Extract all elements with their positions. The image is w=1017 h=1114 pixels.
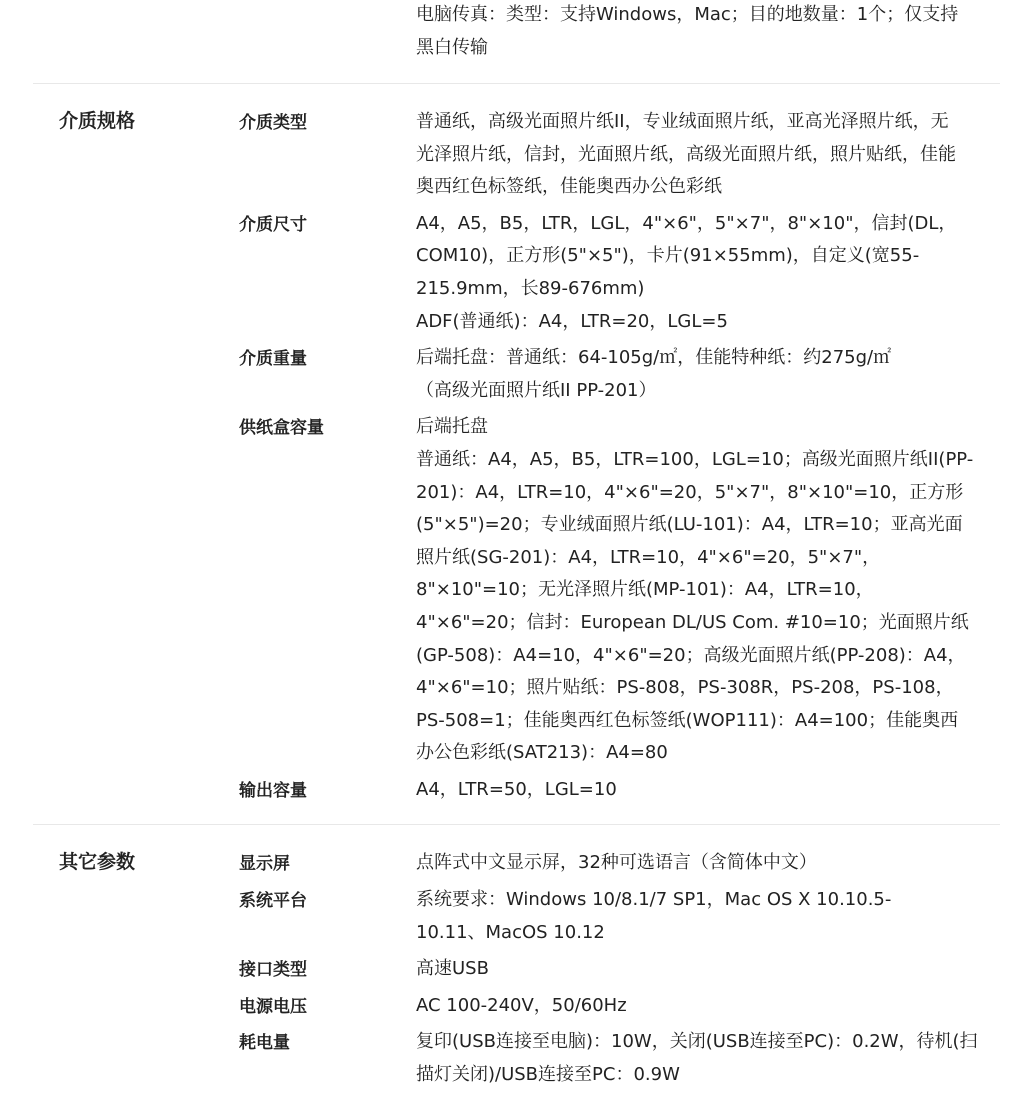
spec-value	[416, 1026, 976, 1091]
fax-spec-value	[416, 0, 976, 64]
spec-label: 介质类型	[239, 113, 307, 133]
spec-value-line: 奥西红色标签纸，佳能奥西办公色彩纸	[416, 176, 722, 198]
spec-section-other	[33, 825, 1000, 1091]
spec-value-line: 系统要求：Windows 10/8.1/7 SP1，Mac OS X 10.10.5-	[416, 889, 892, 911]
spec-value-line: 办公色彩纸(SAT213)：A4=80	[416, 742, 668, 764]
spec-label: 接口类型	[239, 960, 307, 981]
spec-value	[416, 953, 976, 986]
spec-value-line: 10.11、MacOS 10.12	[416, 921, 605, 943]
spec-value-line: AC 100-240V，50/60Hz	[416, 994, 627, 1016]
spec-value-line: 后端托盘：普通纸：64-105g/㎡，佳能特种纸：约275g/㎡	[416, 347, 892, 369]
spec-value-line: COM10)，正方形(5"×5")，卡片(91×55mm)，自定义(宽55-	[416, 245, 920, 267]
spec-row	[33, 884, 1000, 949]
spec-section-fax	[33, 0, 1000, 84]
spec-row	[33, 953, 1000, 986]
spec-row	[33, 411, 1000, 770]
spec-value-line: 8"×10"=10；无光泽照片纸(MP-101)：A4，LTR=10，	[416, 579, 874, 601]
spec-label: 供纸盒容量	[239, 418, 324, 439]
spec-label: 耗电量	[239, 1033, 290, 1054]
spec-label: 介质重量	[239, 349, 307, 370]
spec-value	[416, 106, 976, 204]
spec-value-line: A4，A5，B5，LTR，LGL，4"×6"，5"×7"，8"×10"，信封(DL，	[416, 212, 957, 234]
spec-label: 显示屏	[239, 854, 290, 875]
spec-label: 介质尺寸	[239, 214, 307, 235]
spec-value-line: 201)：A4，LTR=10，4"×6"=20，5"×7"，8"×10"=10，正方形	[416, 481, 964, 503]
spec-label: 系统平台	[239, 891, 307, 912]
other-spec-rows	[33, 847, 1000, 1091]
spec-row	[33, 106, 1000, 204]
spec-value-line: (5"×5")=20；专业绒面照片纸(LU-101)：A4，LTR=10；亚高光面	[416, 514, 963, 536]
spec-value	[416, 847, 976, 880]
spec-label: 电源电压	[239, 996, 307, 1017]
spec-value-line: 高速USB	[416, 958, 489, 980]
spec-value-line: PS-508=1；佳能奥西红色标签纸(WOP111)：A4=100；佳能奥西	[416, 709, 959, 731]
spec-row	[33, 1026, 1000, 1091]
spec-row	[33, 774, 1000, 807]
spec-value	[416, 342, 976, 407]
spec-label: 输出容量	[239, 780, 307, 801]
spec-value-line: ADF(普通纸)：A4，LTR=20，LGL=5	[416, 310, 728, 332]
spec-value-line: 普通纸，高级光面照片纸II，专业绒面照片纸，亚高光泽照片纸，无	[416, 111, 949, 132]
spec-row	[33, 847, 1000, 880]
spec-row	[33, 208, 1000, 338]
spec-value-line: 普通纸：A4，A5，B5，LTR=100，LGL=10；高级光面照片纸II(PP-	[416, 448, 974, 470]
spec-value-line: 黑白传输	[416, 36, 488, 58]
spec-value-line: （高级光面照片纸II PP-201）	[416, 379, 657, 401]
spec-row	[33, 990, 1000, 1023]
spec-value-line: 4"×6"=20；信封：European DL/US Com. #10=10；光面照片纸	[416, 611, 969, 633]
spec-value	[416, 884, 976, 949]
spec-value-line: (GP-508)：A4=10，4"×6"=20；高级光面照片纸(PP-208)：A4，	[416, 644, 966, 666]
section-title-other: 其它参数	[59, 851, 136, 874]
spec-value-line: 后端托盘	[416, 416, 488, 438]
spec-value-line: 电脑传真：类型：支持Windows，Mac；目的地数量：1个；仅支持	[416, 4, 959, 25]
spec-value-line: 点阵式中文显示屏，32种可选语言（含简体中文）	[416, 852, 817, 874]
spec-value-line: 215.9mm，长89-676mm)	[416, 277, 645, 299]
spec-value-line: 光泽照片纸，信封，光面照片纸，高级光面照片纸，照片贴纸，佳能	[416, 143, 956, 165]
media-spec-rows	[33, 106, 1000, 806]
spec-value	[416, 774, 976, 807]
spec-value-line: 照片纸(SG-201)：A4，LTR=10，4"×6"=20，5"×7"，	[416, 546, 881, 568]
spec-value-line: 描灯关闭)/USB连接至PC：0.9W	[416, 1064, 680, 1086]
spec-value-line: A4，LTR=50，LGL=10	[416, 778, 617, 800]
spec-section-media	[33, 84, 1000, 825]
spec-value-line: 复印(USB连接至电脑)：10W，关闭(USB连接至PC)：0.2W，待机(扫	[416, 1031, 978, 1053]
section-title-media: 介质规格	[59, 110, 136, 132]
spec-value-line: 4"×6"=10；照片贴纸：PS-808，PS-308R，PS-208，PS-108，	[416, 677, 954, 699]
spec-value	[416, 411, 976, 770]
spec-value	[416, 990, 976, 1023]
spec-value	[416, 208, 976, 338]
spec-row	[33, 342, 1000, 407]
